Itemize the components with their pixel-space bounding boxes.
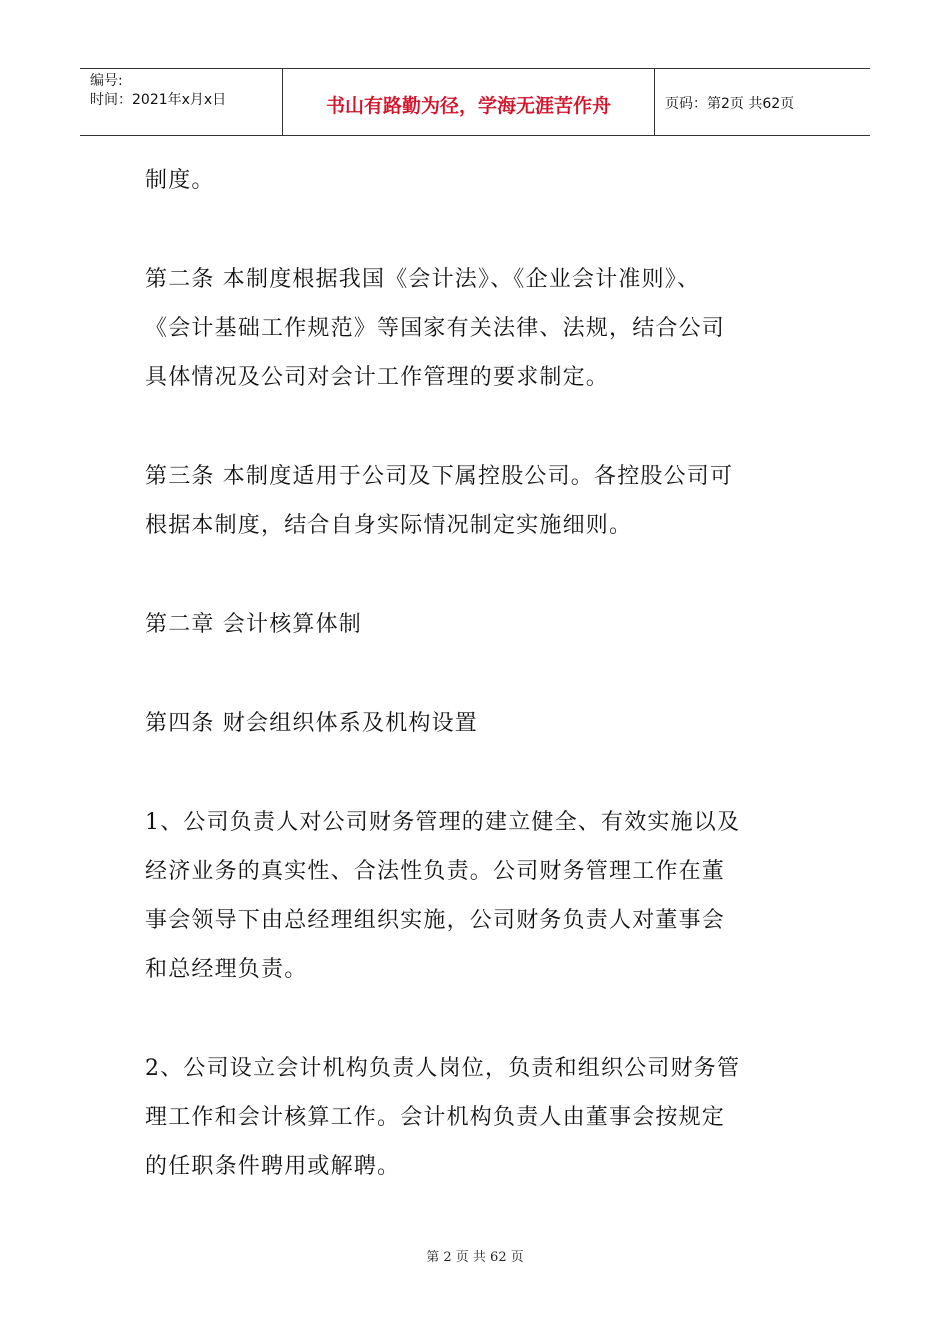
text-line: 的任职条件聘用或解聘。 (145, 1154, 401, 1179)
page-header (80, 68, 870, 136)
document-body (145, 156, 810, 1241)
text-line: 根据本制度，结合自身实际情况制定实施细则。 (145, 513, 633, 538)
text-line: 和总经理负责。 (145, 957, 308, 982)
paragraph (145, 1044, 810, 1191)
text-line: 2、公司设立会计机构负责人岗位，负责和组织公司财务管 (145, 1056, 741, 1081)
paragraph (145, 255, 810, 402)
text-line: 经济业务的真实性、合法性负责。公司财务管理工作在董 (145, 859, 726, 884)
paragraph (145, 156, 810, 205)
document-date: 时间：2021年x月x日 (90, 92, 227, 108)
paragraph (145, 798, 810, 994)
text-line: 事会领导下由总经理组织实施，公司财务负责人对董事会 (145, 908, 726, 933)
text-line: 《会计基础工作规范》等国家有关法律、法规，结合公司 (145, 316, 726, 341)
text-line: 理工作和会计核算工作。会计机构负责人由董事会按规定 (145, 1105, 726, 1130)
text-line: 第三条 本制度适用于公司及下属控股公司。各控股公司可 (145, 464, 734, 489)
text-line: 1、公司负责人对公司财务管理的建立健全、有效实施以及 (145, 810, 741, 835)
header-meta (80, 69, 283, 135)
page-footer: 第 2 页 共 62 页 (426, 1250, 524, 1265)
document-number-label: 编号: (90, 73, 123, 89)
paragraph (145, 452, 810, 550)
text-line: 第二条 本制度根据我国《会计法》、《企业会计准则》、 (145, 267, 701, 292)
paragraph (145, 699, 810, 748)
text-line: 制度。 (145, 168, 215, 193)
header-page-info: 页码：第2页 共62页 (665, 96, 795, 112)
paragraph (145, 600, 810, 649)
text-line: 第四条 财会组织体系及机构设置 (145, 711, 478, 736)
header-motto: 书山有路勤为径，学海无涯苦作舟 (283, 69, 655, 135)
text-line: 具体情况及公司对会计工作管理的要求制定。 (145, 365, 610, 390)
text-line: 第二章 会计核算体制 (145, 612, 362, 637)
